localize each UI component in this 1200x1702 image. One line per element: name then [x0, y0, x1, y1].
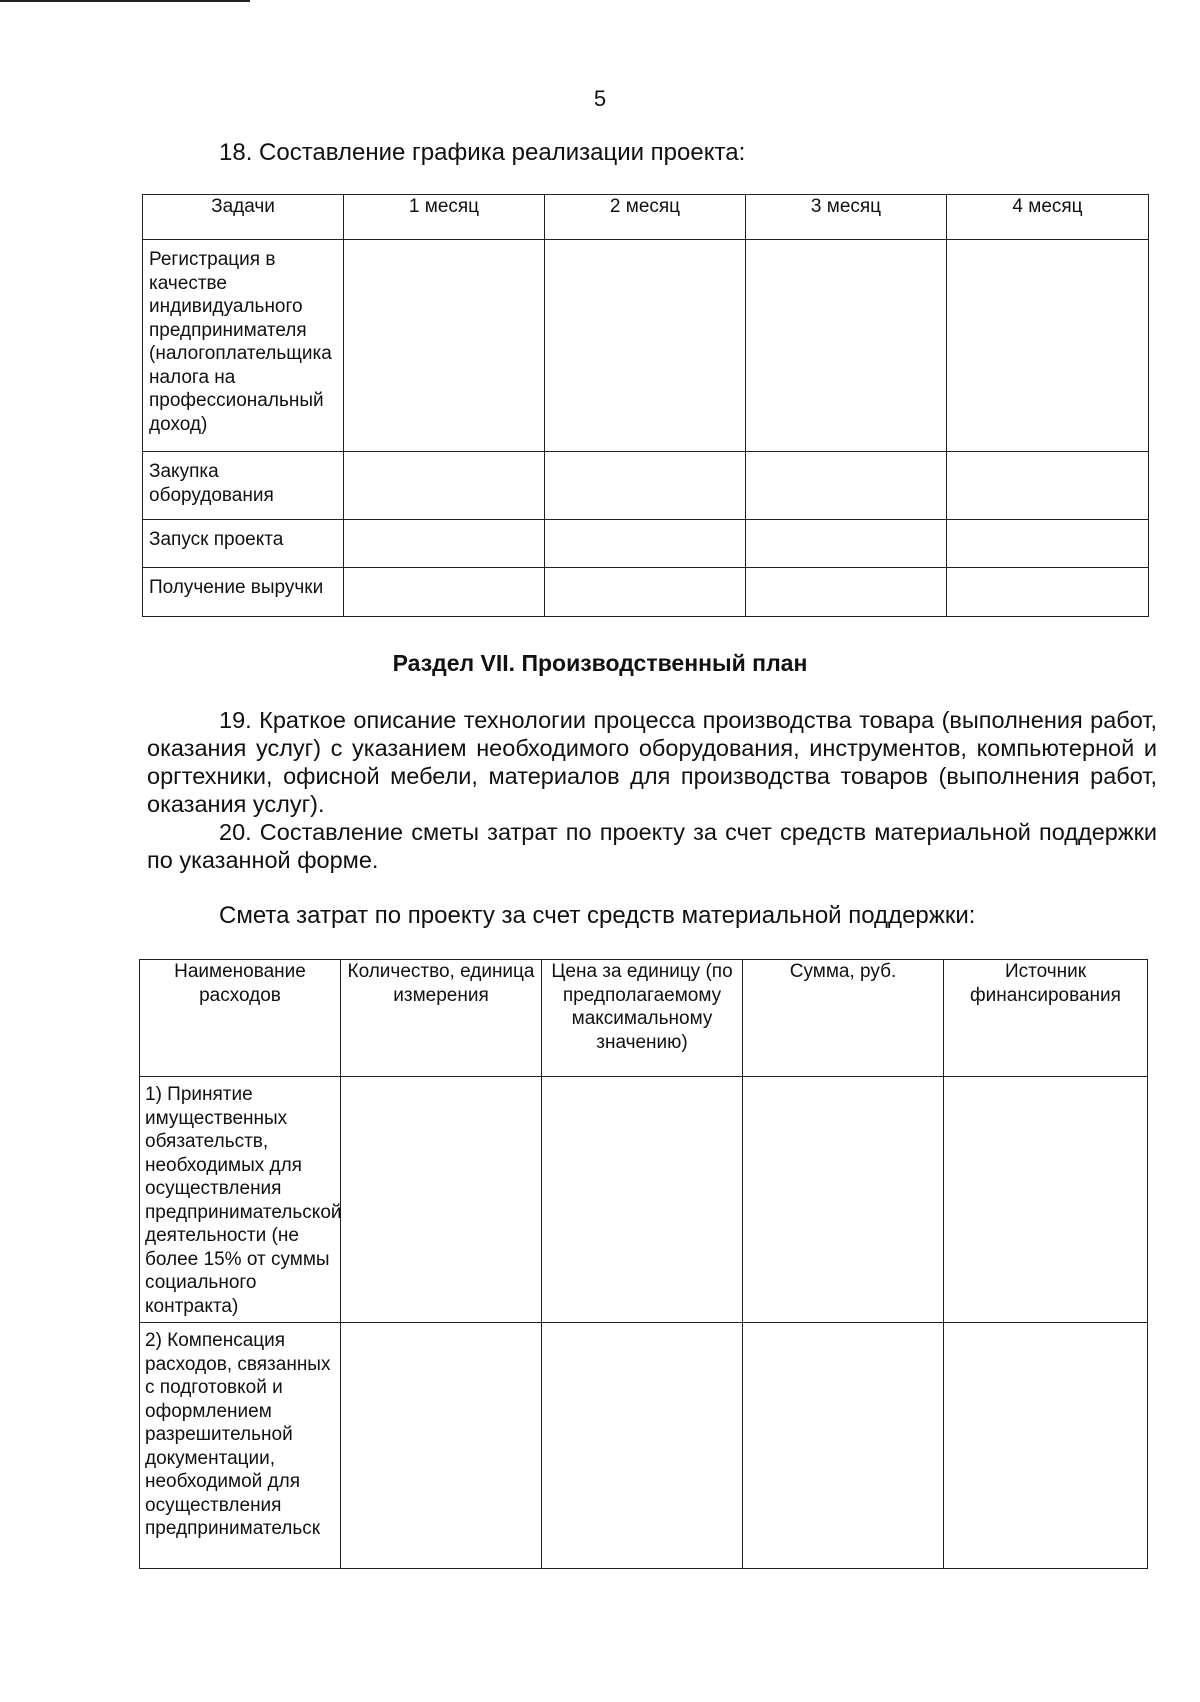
- estimate-empty-cell: [743, 1323, 944, 1569]
- estimate-empty-cell: [944, 1323, 1148, 1569]
- schedule-empty-cell: [746, 568, 947, 617]
- schedule-empty-cell: [545, 452, 746, 520]
- estimate-empty-cell: [542, 1323, 743, 1569]
- schedule-empty-cell: [746, 240, 947, 452]
- estimate-header-cell: Сумма, руб.: [743, 960, 944, 1077]
- schedule-empty-cell: [344, 520, 545, 568]
- schedule-empty-cell: [947, 568, 1149, 617]
- schedule-empty-cell: [947, 240, 1149, 452]
- estimate-header-cell: Наименование расходов: [140, 960, 341, 1077]
- estimate-header-cell: Цена за единицу (по предполагаемому максимальному значению): [542, 960, 743, 1077]
- schedule-empty-cell: [344, 568, 545, 617]
- scan-edge-line: [0, 0, 250, 2]
- schedule-header-row: [143, 195, 1149, 240]
- estimate-title: Смета затрат по проекту за счет средств материальной поддержки:: [219, 902, 976, 929]
- table-row: [143, 520, 1149, 568]
- estimate-empty-cell: [944, 1077, 1148, 1323]
- expense-item-cell: 1) Принятие имущественных обязательств, необходимых для осуществления предпринимательской деятельности (не более 15% от суммы социального контракта): [140, 1077, 341, 1323]
- estimate-empty-cell: [341, 1077, 542, 1323]
- schedule-empty-cell: [545, 240, 746, 452]
- schedule-header-cell: 2 месяц: [545, 195, 746, 240]
- schedule-empty-cell: [344, 240, 545, 452]
- schedule-title: 18. Составление графика реализации проекта:: [219, 139, 746, 166]
- section-heading: Раздел VII. Производственный план: [392, 650, 808, 676]
- paragraph-20: 20. Составление сметы затрат по проекту за счет средств материальной поддержки по указанной форме.: [147, 819, 1157, 873]
- estimate-header-cell: Источник финансирования: [944, 960, 1148, 1077]
- table-row: [143, 452, 1149, 520]
- expense-item-cell: 2) Компенсация расходов, связанных с подготовкой и оформлением разрешительной документации, необходимой для осуществления предпринимательск: [140, 1323, 341, 1569]
- table-row: [143, 240, 1149, 452]
- schedule-header-cell: 3 месяц: [746, 195, 947, 240]
- table-row: [140, 1323, 1148, 1569]
- schedule-header-cell: 1 месяц: [344, 195, 545, 240]
- schedule-empty-cell: [947, 520, 1149, 568]
- table-row: [140, 1077, 1148, 1323]
- schedule-empty-cell: [947, 452, 1149, 520]
- task-cell: Закупка оборудования: [143, 452, 344, 520]
- schedule-header-cell: Задачи: [143, 195, 344, 240]
- schedule-empty-cell: [746, 452, 947, 520]
- schedule-header-cell: 4 месяц: [947, 195, 1149, 240]
- task-cell: Запуск проекта: [143, 520, 344, 568]
- task-cell: Получение выручки: [143, 568, 344, 617]
- schedule-empty-cell: [545, 520, 746, 568]
- schedule-empty-cell: [344, 452, 545, 520]
- estimate-table: [139, 959, 1148, 1569]
- table-row: [143, 568, 1149, 617]
- schedule-table: [142, 194, 1149, 617]
- estimate-empty-cell: [341, 1323, 542, 1569]
- estimate-header-row: [140, 960, 1148, 1077]
- estimate-empty-cell: [542, 1077, 743, 1323]
- schedule-empty-cell: [746, 520, 947, 568]
- schedule-empty-cell: [545, 568, 746, 617]
- estimate-empty-cell: [743, 1077, 944, 1323]
- estimate-header-cell: Количество, единица измерения: [341, 960, 542, 1077]
- page-number: 5: [593, 86, 607, 111]
- task-cell: Регистрация в качестве индивидуального предпринимателя (налогоплательщика налога на профессиональный доход): [143, 240, 344, 452]
- paragraph-19: 19. Краткое описание технологии процесса производства товара (выполнения работ, оказания услуг) с указанием необходимого оборудования, инструментов, компьютерной и оргтехники, офисной мебели, материалов для производства товаров (выполнения работ, оказания услуг).: [147, 707, 1157, 817]
